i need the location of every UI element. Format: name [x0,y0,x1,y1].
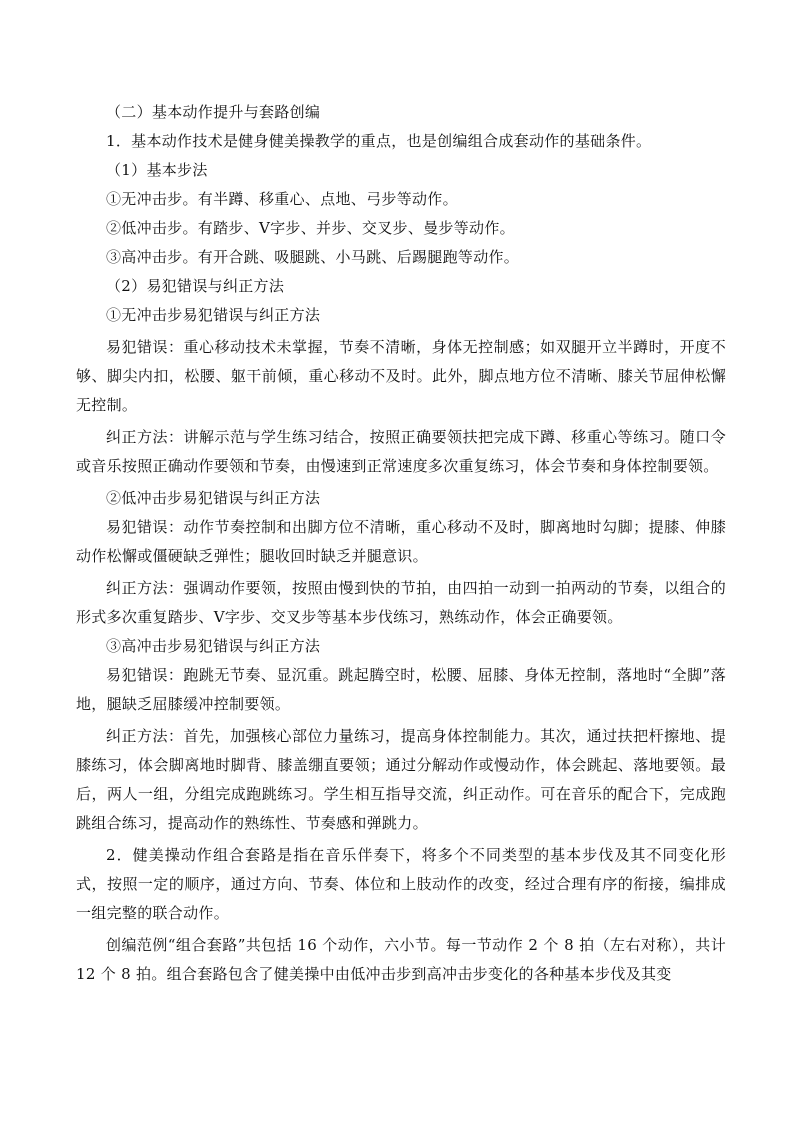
list-item: ②低冲击步。有踏步、V字步、并步、交叉步、曼步等动作。 [106,219,515,237]
paragraph: 2．健美操动作组合套路是指在音乐伴奏下，将多个不同类型的基本步伐及其不同变化形式，按照一定的顺序，通过方向、节奏、体位和上肢动作的改变，经过合理有序的衔接，编排成一组完整的联合动作。 [76,846,726,922]
paragraph: 创编范例“组合套路”共包括 16 个动作，六小节。每一节动作 2 个 8 拍（左右对称），共计 12 个 8 拍。组合套路包含了健美操中由低冲击步到高冲击步变化的各种基本步伐及其变 [76,936,726,983]
subsection-heading: （1）基本步法 [106,161,208,179]
item-heading: ①无冲击步易犯错误与纠正方法 [106,306,321,324]
item-heading: ②低冲击步易犯错误与纠正方法 [106,489,321,507]
paragraph: 1．基本动作技术是健身健美操教学的重点，也是创编组合成套动作的基础条件。 [106,132,652,150]
list-item: ①无冲击步。有半蹲、移重心、点地、弓步等动作。 [106,190,458,208]
paragraph: 易犯错误：动作节奏控制和出脚方位不清晰，重心移动不及时，脚离地时勾脚；提膝、伸膝动作松懈或僵硬缺乏弹性；腿收回时缺乏并腿意识。 [76,518,726,565]
paragraph: 纠正方法：强调动作要领，按照由慢到快的节拍，由四拍一动到一拍两动的节奏，以组合的形式多次重复踏步、V字步、交叉步等基本步伐练习，熟练动作，体会正确要领。 [76,579,726,626]
list-item: ③高冲击步。有开合跳、吸腿跳、小马跳、后踢腿跑等动作。 [106,248,520,266]
paragraph: 易犯错误：重心移动技术未掌握，节奏不清晰，身体无控制感；如双腿开立半蹲时，开度不够、脚尖内扣，松腰、躯干前倾，重心移动不及时。此外，脚点地方位不清晰、膝关节屈伸松懈无控制。 [76,338,726,414]
paragraph: 纠正方法：首先，加强核心部位力量练习，提高身体控制能力。其次，通过扶把杆擦地、提膝练习，体会脚离地时脚背、膝盖绷直要领；通过分解动作或慢动作，体会跳起、落地要领。最后，两人一组，分组完成跑跳练习。学生相互指导交流，纠正动作。可在音乐的配合下，完成跑跳组合练习，提高动作的熟练性、节奏感和弹跳力。 [76,727,726,832]
paragraph: 纠正方法：讲解示范与学生练习结合，按照正确要领扶把完成下蹲、移重心等练习。随口令或音乐按照正确动作要领和节奏，由慢速到正常速度多次重复练习，体会节奏和身体控制要领。 [76,428,726,475]
paragraph: 易犯错误：跑跳无节奏、显沉重。跳起腾空时，松腰、屈膝、身体无控制，落地时“全脚”落地，腿缺乏屈膝缓冲控制要领。 [76,666,726,713]
item-heading: ③高冲击步易犯错误与纠正方法 [106,637,321,655]
document-body [76,98,726,989]
section-heading: （二）基本动作提升与套路创编 [106,103,321,121]
subsection-heading: （2）易犯错误与纠正方法 [106,277,285,295]
